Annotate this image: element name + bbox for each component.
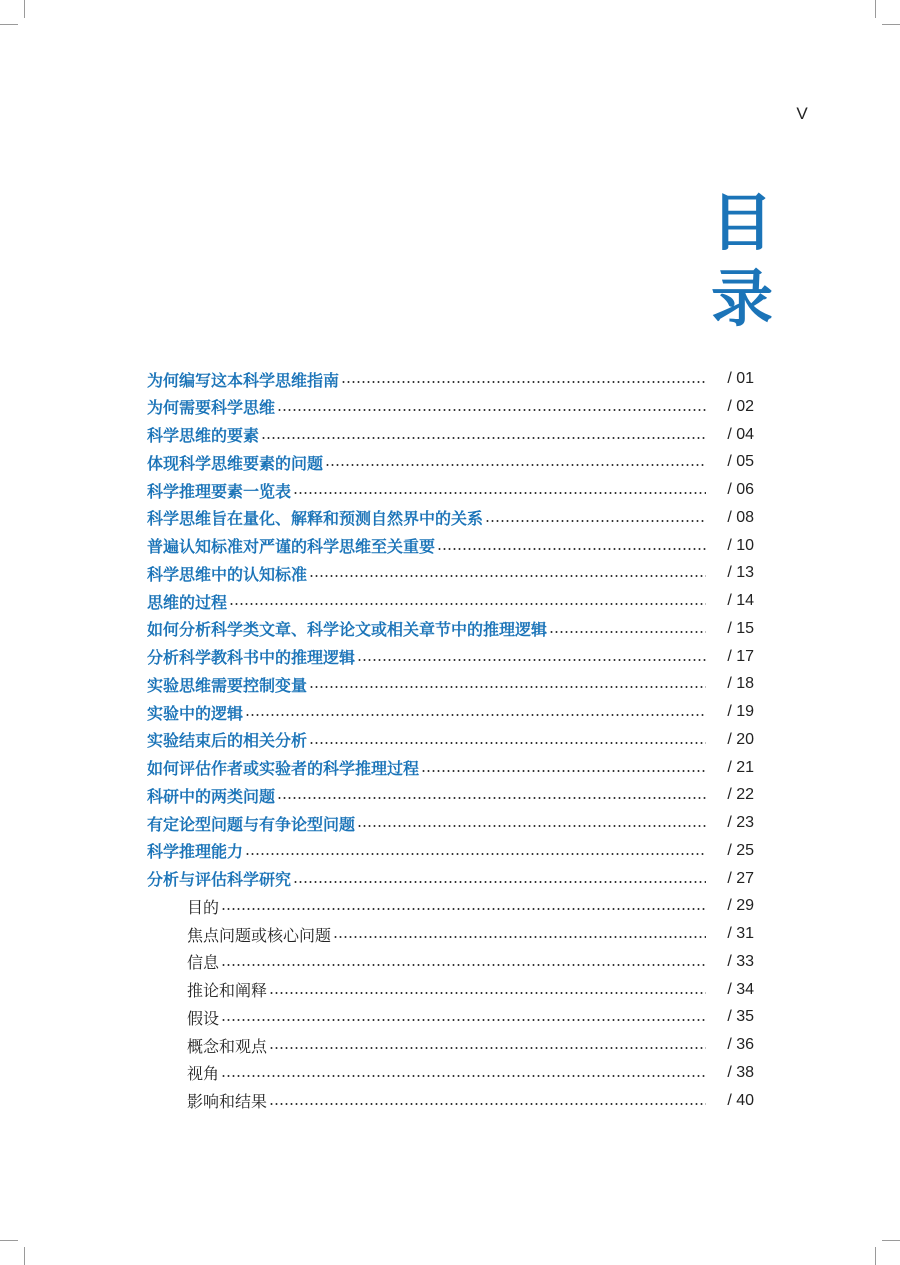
toc-entry[interactable] xyxy=(187,1004,754,1030)
toc-entry[interactable] xyxy=(147,394,754,420)
toc-entry-page: / 34 xyxy=(727,980,754,998)
toc-entry-page: / 06 xyxy=(727,481,754,498)
toc-dot-leader xyxy=(277,797,706,799)
toc-entry-page: / 18 xyxy=(727,675,754,693)
toc-dot-leader xyxy=(245,714,706,716)
toc-entry-label: 实验思维需要控制变量 xyxy=(147,675,308,695)
toc-dot-leader xyxy=(341,381,706,383)
toc-entry[interactable] xyxy=(147,838,754,864)
toc-entry-label: 科学思维中的认知标准 xyxy=(147,564,308,584)
toc-entry-label: 影响和结果 xyxy=(187,1092,268,1111)
toc-entry-label: 科学推理要素一览表 xyxy=(147,481,292,501)
toc-entry-page: / 25 xyxy=(727,841,754,859)
toc-entry-label: 思维的过程 xyxy=(147,592,228,612)
toc-entry-label: 如何评估作者或实验者的科学推理过程 xyxy=(147,759,420,778)
toc-entry[interactable] xyxy=(147,477,754,503)
toc-entry[interactable] xyxy=(187,1060,754,1086)
toc-dot-leader xyxy=(437,548,706,550)
toc-entry[interactable] xyxy=(147,366,754,392)
toc-dot-leader xyxy=(277,409,706,411)
toc-entry-page: / 38 xyxy=(727,1063,754,1081)
toc-entry[interactable] xyxy=(147,449,754,475)
toc-entry-page: / 17 xyxy=(727,647,754,665)
toc-dot-leader xyxy=(245,853,706,855)
toc-dot-leader xyxy=(229,603,706,605)
toc-entry[interactable] xyxy=(187,1032,754,1058)
toc-entry-page: / 08 xyxy=(727,508,754,526)
toc-entry[interactable] xyxy=(187,921,754,947)
toc-entry-page: / 20 xyxy=(727,730,754,748)
toc-entry[interactable] xyxy=(147,810,754,836)
toc-entry-label: 分析与评估科学研究 xyxy=(147,870,292,889)
toc-entry[interactable] xyxy=(187,893,754,919)
toc-entry-page: / 31 xyxy=(727,925,754,942)
crop-mark-bottom-left-v xyxy=(24,1247,25,1265)
toc-entry-label: 科研中的两类问题 xyxy=(147,786,276,806)
toc-entry[interactable] xyxy=(147,588,754,614)
toc-entry-page: / 04 xyxy=(727,425,754,443)
toc-entry-page: / 02 xyxy=(727,397,754,415)
toc-entry-label: 概念和观点 xyxy=(187,1036,268,1056)
toc-entry[interactable] xyxy=(147,727,754,753)
toc-entry[interactable] xyxy=(147,505,754,531)
toc-entry-page: / 23 xyxy=(727,814,754,831)
toc-entry[interactable] xyxy=(187,949,754,975)
toc-entry-label: 实验中的逻辑 xyxy=(147,703,244,723)
page-number: V xyxy=(796,104,808,123)
toc-entry-label: 目的 xyxy=(187,897,220,917)
toc-entry-page: / 13 xyxy=(727,564,754,582)
toc-dot-leader xyxy=(261,437,706,439)
crop-mark-bottom-right-h xyxy=(882,1240,900,1241)
toc-entry-page: / 40 xyxy=(727,1091,754,1109)
toc-dot-leader xyxy=(357,659,706,661)
toc-entry[interactable] xyxy=(147,782,754,808)
toc-title-char-2: 录 xyxy=(710,262,773,335)
toc-entry-page: / 19 xyxy=(727,703,754,720)
toc-entry-page: / 14 xyxy=(727,592,754,609)
toc-entry-page: / 05 xyxy=(727,453,754,471)
toc-dot-leader xyxy=(293,492,706,494)
toc-entry-label: 科学推理能力 xyxy=(147,842,244,862)
toc-dot-leader xyxy=(485,520,706,522)
toc-entry-page: / 36 xyxy=(727,1036,754,1053)
crop-mark-top-left-h xyxy=(0,24,18,25)
toc-entry-page: / 35 xyxy=(727,1008,754,1026)
toc-dot-leader xyxy=(357,825,706,827)
crop-mark-bottom-left-h xyxy=(0,1240,18,1241)
toc-entry[interactable] xyxy=(147,560,754,586)
toc-dot-leader xyxy=(333,936,706,938)
toc-dot-leader xyxy=(221,1019,706,1021)
toc-entry-label: 如何分析科学类文章、科学论文或相关章节中的推理逻辑 xyxy=(147,620,548,640)
toc-entry-label: 为何编写这本科学思维指南 xyxy=(147,370,340,390)
crop-mark-top-right-v xyxy=(875,0,876,18)
toc-entry-page: / 10 xyxy=(727,536,754,554)
toc-entry-label: 体现科学思维要素的问题 xyxy=(147,453,324,473)
toc-entry-page: / 15 xyxy=(727,619,754,637)
toc-entry-label: 推论和阐释 xyxy=(187,981,268,1000)
toc-entry[interactable] xyxy=(147,533,754,559)
toc-entry[interactable] xyxy=(147,755,754,781)
toc-entry-label: 实验结束后的相关分析 xyxy=(147,731,308,751)
toc-entry[interactable] xyxy=(187,977,754,1003)
toc-dot-leader xyxy=(269,992,706,994)
crop-mark-top-left-v xyxy=(24,0,25,18)
toc-entry-label: 为何需要科学思维 xyxy=(147,398,276,418)
toc-entry[interactable] xyxy=(147,644,754,670)
toc-dot-leader xyxy=(309,575,706,577)
toc-entry-page: / 01 xyxy=(727,370,754,387)
toc-entry-label: 科学思维旨在量化、解释和预测自然界中的关系 xyxy=(147,509,484,529)
toc-entry-label: 信息 xyxy=(187,953,220,973)
toc-entry[interactable] xyxy=(147,422,754,448)
toc-dot-leader xyxy=(221,1075,706,1077)
toc-entry[interactable] xyxy=(187,1088,754,1114)
toc-dot-leader xyxy=(269,1047,706,1049)
toc-entry-label: 分析科学教科书中的推理逻辑 xyxy=(147,648,356,667)
toc-entry-page: / 21 xyxy=(727,758,754,776)
toc-entry-page: / 29 xyxy=(727,897,754,915)
toc-entry-label: 视角 xyxy=(187,1064,220,1084)
toc-entry-label: 科学思维的要素 xyxy=(147,426,260,445)
toc-entry[interactable] xyxy=(147,866,754,892)
toc-entry-label: 假设 xyxy=(187,1008,220,1028)
toc-dot-leader xyxy=(421,770,706,772)
toc-entry-label: 焦点问题或核心问题 xyxy=(187,925,332,945)
toc-entry[interactable] xyxy=(147,616,754,642)
toc-dot-leader xyxy=(221,964,706,966)
toc-dot-leader xyxy=(309,686,706,688)
toc-entry-page: / 33 xyxy=(727,952,754,970)
toc-entry-page: / 27 xyxy=(727,869,754,887)
crop-mark-top-right-h xyxy=(882,24,900,25)
toc-dot-leader xyxy=(309,742,706,744)
toc-dot-leader xyxy=(549,631,706,633)
toc-dot-leader xyxy=(325,464,706,466)
toc-dot-leader xyxy=(221,908,706,910)
toc-entry-label: 普遍认知标准对严谨的科学思维至关重要 xyxy=(147,537,436,556)
toc-dot-leader xyxy=(269,1103,706,1105)
toc-dot-leader xyxy=(293,881,706,883)
toc-entry-page: / 22 xyxy=(727,786,754,804)
toc-title xyxy=(706,185,778,337)
toc-entry[interactable] xyxy=(147,699,754,725)
crop-mark-bottom-right-v xyxy=(875,1247,876,1265)
toc-entry-label: 有定论型问题与有争论型问题 xyxy=(147,814,356,834)
toc-title-char-1: 目 xyxy=(710,186,773,259)
toc-entry[interactable] xyxy=(147,671,754,697)
